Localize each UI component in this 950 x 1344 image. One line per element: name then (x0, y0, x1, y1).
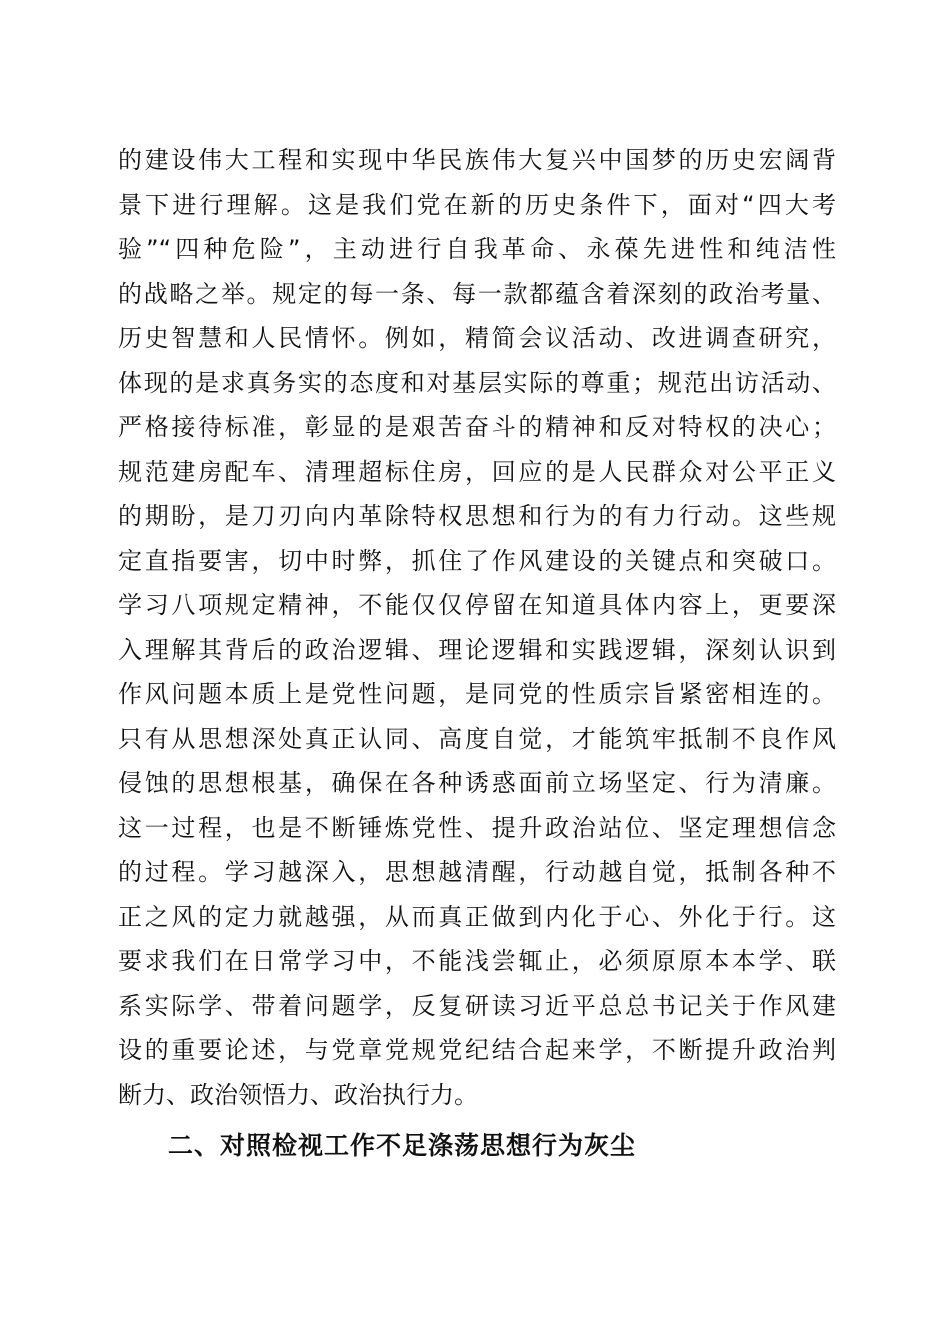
text-line: 作风问题本质上是党性问题，是同党的性质宗旨紧密相连的。 (118, 680, 836, 708)
body-paragraph (118, 138, 836, 1117)
text-line: 入理解其背后的政治逻辑、理论逻辑和实践逻辑，深刻认识到 (118, 635, 836, 664)
text-line: 规范建房配车、清理超标住房，回应的是人民群众对公平正义 (118, 457, 836, 486)
text-line: 历史智慧和人民情怀。例如，精简会议活动、改进调查研究， (118, 324, 836, 352)
text-line: 学习八项规定精神，不能仅仅停留在知道具体内容上，更要深 (118, 591, 836, 619)
text-line: 严格接待标准，彰显的是艰苦奋斗的精神和反对特权的决心； (118, 413, 836, 441)
text-line: 只有从思想深处真正认同、高度自觉，才能筑牢抵制不良作风 (118, 724, 836, 753)
text-line: 验”“四种危险”，主动进行自我革命、永葆先进性和纯洁性 (118, 235, 836, 263)
text-line: 的期盼，是刀刃向内革除特权思想和行为的有力行动。这些规 (118, 502, 836, 530)
text-line: 定直指要害，切中时弊，抓住了作风建设的关键点和突破口。 (118, 546, 836, 575)
text-line: 的建设伟大工程和实现中华民族伟大复兴中国梦的历史宏阔背 (118, 146, 836, 174)
section-heading: 二、对照检视工作不足涤荡思想行为灰尘 (168, 1131, 637, 1160)
text-line: 的战略之举。规定的每一条、每一款都蕴含着深刻的政治考量、 (118, 279, 836, 308)
text-line: 系实际学、带着问题学，反复研读习近平总总书记关于作风建 (118, 991, 836, 1020)
text-line: 要求我们在日常学习中，不能浅尝辄止，必须原原本本学、联 (118, 947, 836, 975)
text-line: 正之风的定力就越强，从而真正做到内化于心、外化于行。这 (118, 902, 836, 931)
text-line: 景下进行理解。这是我们党在新的历史条件下，面对“四大考 (118, 190, 836, 219)
text-line: 设的重要论述，与党章党规党纪结合起来学，不断提升政治判 (118, 1036, 836, 1064)
text-line: 这一过程，也是不断锤炼党性、提升政治站位、坚定理想信念 (118, 813, 836, 842)
text-line: 的过程。学习越深入，思想越清醒，行动越自觉，抵制各种不 (118, 858, 836, 886)
text-line: 侵蚀的思想根基，确保在各种诱惑面前立场坚定、行为清廉。 (118, 769, 836, 797)
text-line: 断力、政治领悟力、政治执行力。 (118, 1080, 478, 1109)
text-line: 体现的是求真务实的态度和对基层实际的尊重；规范出访活动、 (118, 368, 836, 397)
